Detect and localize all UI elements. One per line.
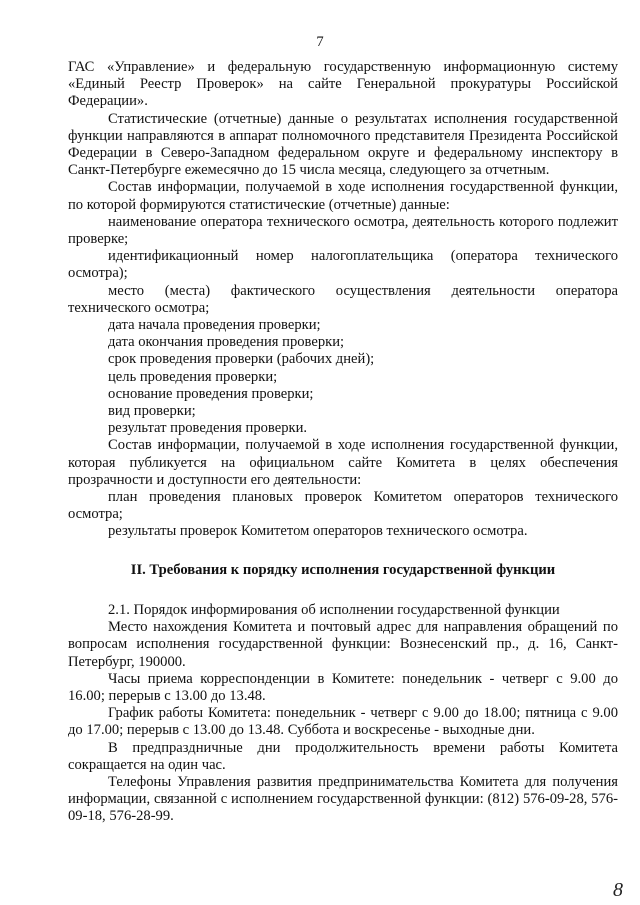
paragraph-phones: Телефоны Управления развития предпринимательства Комитета для получения информации, связанной с исполнением государственной функции: (812) 576-09-28, 576-09-18, 576-28-99. <box>68 773 618 825</box>
list-item-duration: срок проведения проверки (рабочих дней); <box>108 351 375 368</box>
list-item-operator-name: наименование оператора технического осмотра, деятельность которого подлежит проверке; <box>68 213 618 248</box>
list-item-activity-place: место (места) фактического осуществления деятельности оператора технического осмотра; <box>68 282 618 316</box>
list-item-tax-id: идентификационный номер налогоплательщика (оператора технического осмотра); <box>68 248 618 282</box>
document-body <box>68 59 618 826</box>
list-item-inspection-results: результаты проверок Комитетом операторов технического осмотра. <box>108 523 528 540</box>
paragraph-published-info: Состав информации, получаемой в ходе исполнения государственной функции, которая публикуется на официальном сайте Комитета в целях обеспечения прозрачности и доступности его деятельности: <box>68 437 618 488</box>
paragraph-pre-holiday: В предпраздничные дни продолжительность времени работы Комитета сокращается на один час. <box>68 739 618 773</box>
section-heading: II. Требования к порядку исполнения государственной функции <box>130 561 556 578</box>
paragraph-work-schedule: График работы Комитета: понедельник - четверг с 9.00 до 18.00; пятница с 9.00 до 17.00; перерыв с 13.00 до 13.48. Суббота и воскресенье - выходные дни. <box>68 705 618 739</box>
list-item-result: результат проведения проверки. <box>108 420 308 437</box>
list-item-end-date: дата окончания проведения проверки; <box>108 334 345 351</box>
list-item-purpose: цель проведения проверки; <box>108 368 278 385</box>
paragraph-address: Место нахождения Комитета и почтовый адрес для направления обращений по вопросам исполнения государственной функции: Вознесенский пр., д. 16, Санкт-Петербург, 190000. <box>68 619 618 670</box>
list-item-basis: основание проведения проверки; <box>108 385 314 402</box>
list-item-start-date: дата начала проведения проверки; <box>108 317 321 334</box>
paragraph-reception-hours: Часы приема корреспонденции в Комитете: понедельник - четверг с 9.00 до 16.00; перерыв с 13.00 до 13.48. <box>68 670 618 704</box>
paragraph-gas-system: ГАС «Управление» и федеральную государственную информационную систему «Единый Реестр Проверок» на сайте Генеральной прокуратуры Российской Федерации». <box>68 59 618 110</box>
paragraph-info-composition: Состав информации, получаемой в ходе исполнения государственной функции, по которой формируются статистические (отчетные) данные: <box>68 179 618 213</box>
page-number: 7 <box>316 34 324 50</box>
subsection-title: 2.1. Порядок информирования об исполнении государственной функции <box>108 601 560 618</box>
paragraph-statistical-data: Статистические (отчетные) данные о результатах исполнения государственной функции направляются в аппарат полномочного представителя Президента Российской Федерации в Северо-Западном федеральном округе и федеральному инспектору в Санкт-Петербурге ежемесячно до 15 числа месяца, следующего за отчетным. <box>68 110 618 179</box>
list-item-type: вид проверки; <box>108 403 196 420</box>
handwritten-page-mark: 8 <box>613 879 623 901</box>
list-item-plan: план проведения плановых проверок Комитетом операторов технического осмотра; <box>68 489 618 523</box>
